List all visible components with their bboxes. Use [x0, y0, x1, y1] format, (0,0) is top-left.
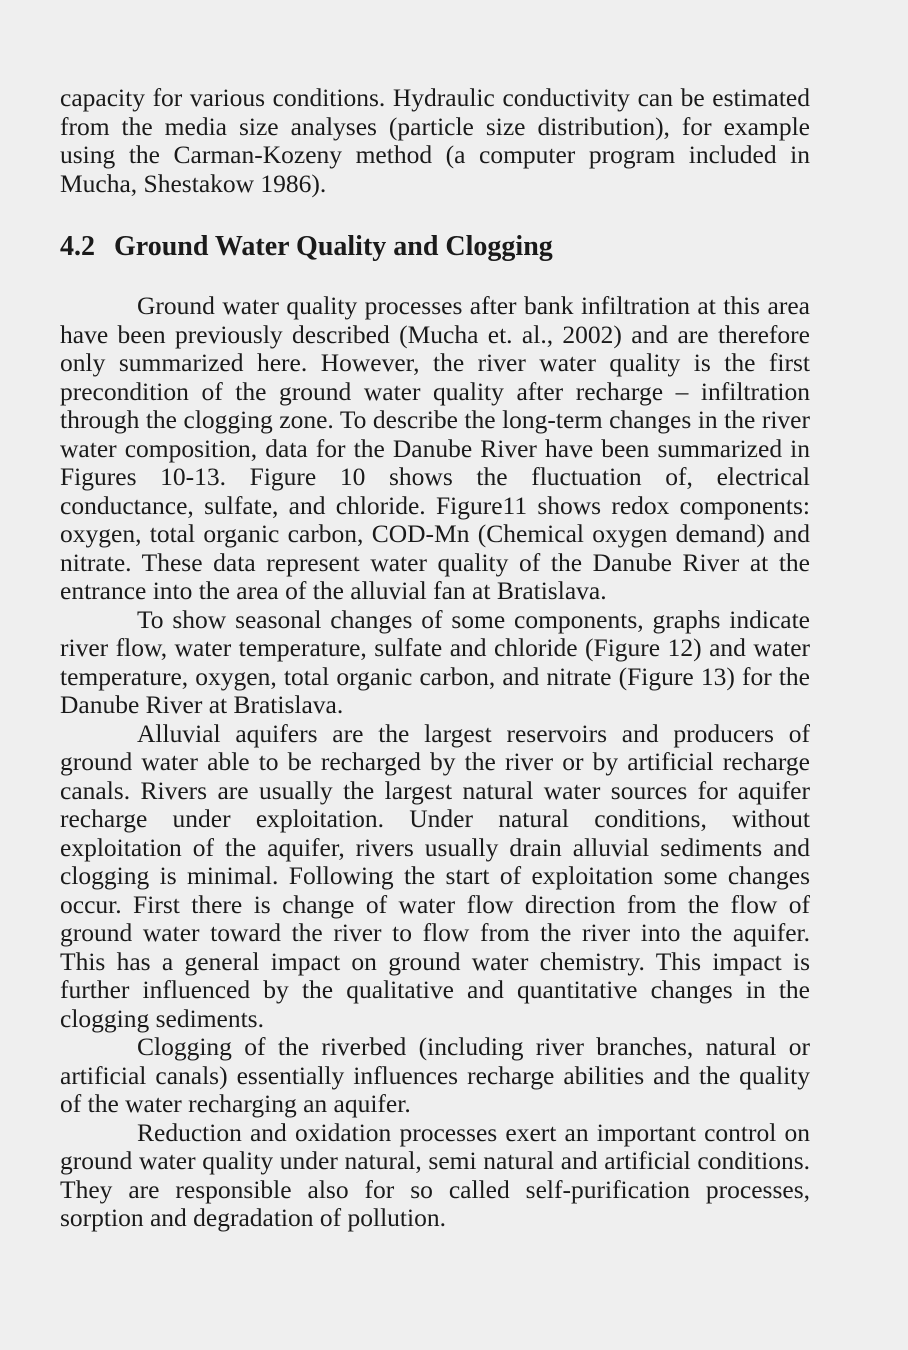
paragraph-riverbed-clogging: Clogging of the riverbed (including river branches, natural or artificial canals) essentially influences recharge abilities and the quality of the water recharging an aquifer.: [60, 1032, 810, 1118]
paragraph-river-water-quality: Ground water quality processes after bank infiltration at this area have been previously described (Mucha et. al., 2002) and are therefore only summarized here. However, the river water quality is the first precondition of the ground water quality after recharge – infiltration through the clogging zone. To describe the long-term changes in the river water composition, data for the Danube River have been summarized in Figures 10-13. Figure 10 shows the fluctuation of, electrical conductance, sulfate, and chloride. Figure11 shows redox components: oxygen, total organic carbon, COD-Mn (Chemical oxygen demand) and nitrate. These data represent water quality of the Danube River at the entrance into the area of the alluvial fan at Bratislava.: [60, 291, 810, 605]
paragraph-redox-processes: Reduction and oxidation processes exert an important control on ground water quality under natural, semi natural and artificial conditions. They are responsible also for so called self-purification processes, sorption and degradation of pollution.: [60, 1117, 810, 1232]
section-title: Ground Water Quality and Clogging: [114, 231, 553, 262]
section-number: 4.2: [60, 231, 95, 262]
paragraph-alluvial-aquifers: Alluvial aquifers are the largest reservoirs and producers of ground water able to be recharged by the river or by artificial recharge canals. Rivers are usually the largest natural water sources for aquifer recharge under exploitation. Under natural conditions, without exploitation of the aquifer, rivers usually drain alluvial sediments and clogging is minimal. Following the start of exploitation some changes occur. First there is change of water flow direction from the flow of ground water toward the river to flow from the river into the aquifer. This has a general impact on ground water chemistry. This impact is further influenced by the qualitative and quantitative changes in the clogging sediments.: [60, 718, 810, 1033]
paragraph-seasonal-changes: To show seasonal changes of some components, graphs indicate river flow, water temperature, sulfate and chloride (Figure 12) and water temperature, oxygen, total organic carbon, and nitrate (Figure 13) for the Danube River at Bratislava.: [60, 604, 810, 719]
intro-paragraph: capacity for various conditions. Hydraulic conductivity can be estimated from the media size analyses (particle size distribution), for example using the Carman-Kozeny method (a computer program included in Mucha, Shestakow 1986).: [60, 83, 810, 198]
section-heading: [60, 230, 810, 264]
section-body: [60, 292, 810, 1233]
